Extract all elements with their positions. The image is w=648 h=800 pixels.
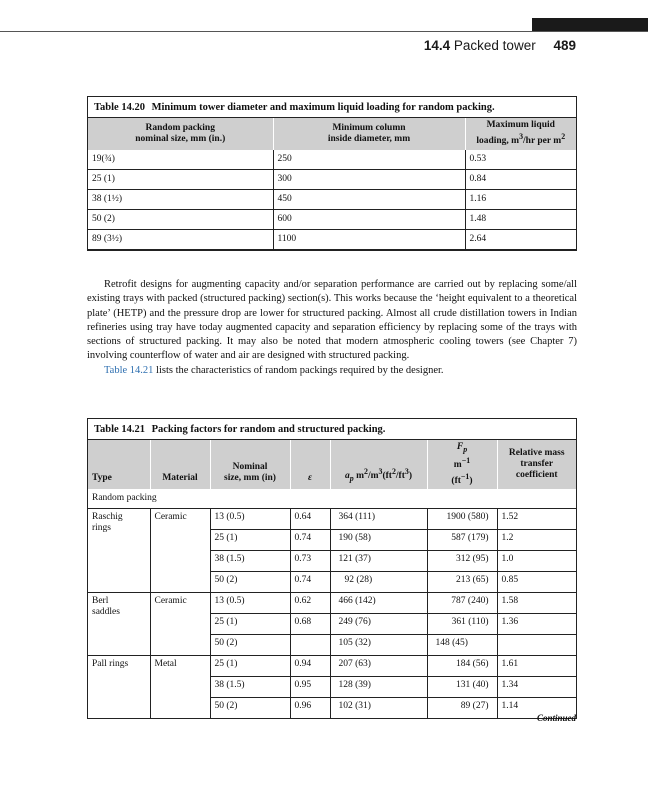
packing-factors-table — [88, 440, 576, 718]
packing-size-table — [88, 118, 576, 250]
table-row: 25 (1) 0.68 249 (76) 361 (110) 1.36 — [88, 613, 576, 634]
table-row: Berl saddles Ceramic 13 (0.5) 0.62 466 (142) 787 (240) 1.58 — [88, 592, 576, 613]
table-row: 38 (1½) 450 1.16 — [88, 190, 576, 210]
running-head — [424, 38, 576, 53]
table-row: 38 (1.5) 0.95 128 (39) 131 (40) 1.34 — [88, 676, 576, 697]
section-row — [88, 489, 576, 508]
table-cross-reference-link[interactable]: Table 14.21 — [104, 364, 154, 376]
table-row: 38 (1.5) 0.73 121 (37) 312 (95) 1.0 — [88, 550, 576, 571]
continued-note: Continued — [536, 713, 576, 723]
table-row: 50 (2) 105 (32) 148 (45) — [88, 634, 576, 655]
table-title: Minimum tower diameter and maximum liquid loading for random packing. — [151, 102, 495, 113]
table-label: Table 14.21 — [94, 424, 145, 435]
table-title: Packing factors for random and structured packing. — [151, 424, 386, 435]
table-row: Pall rings Metal 25 (1) 0.94 207 (63) 184 (56) 1.61 — [88, 655, 576, 676]
header-bar — [532, 18, 648, 32]
col-header-max-loading: Maximum liquid loading, $m^3/hr$ per $m^2$ — [465, 118, 576, 150]
header-rule — [0, 31, 648, 32]
col-header-type: Type — [88, 440, 150, 489]
table-row: 50 (2) 0.74 92 (28) 213 (65) 0.85 — [88, 571, 576, 592]
type-cell: Pall rings — [88, 655, 150, 718]
paragraph: Table 14.21 lists the characteristics of random packings required by the designer. — [104, 364, 444, 376]
table-row: 50 (2) 0.96 102 (31) 89 (27) 1.14 — [88, 697, 576, 718]
type-cell: Raschig rings — [88, 508, 150, 592]
section-title: Packed tower — [453, 38, 536, 53]
table-row: 19(¾) 250 0.53 — [88, 150, 576, 170]
col-header-relative-mass-transfer: Relative mass transfer coefficient — [497, 440, 576, 489]
col-header-material: Material — [150, 440, 210, 489]
col-header-nominal-size: Nominal size, mm (in) — [210, 440, 290, 489]
col-header-packing-factor: $F_p$ $m^{-1}$ $(ft^{-1})$ — [427, 440, 497, 489]
table-caption — [88, 419, 576, 440]
table-caption — [88, 97, 576, 118]
col-header-voidage: ε — [290, 440, 330, 489]
section-label: Random packing — [92, 493, 157, 504]
type-cell: Berl saddles — [88, 592, 150, 655]
table-row: 89 (3½) 1100 2.64 — [88, 230, 576, 250]
paragraph: Retrofit designs for augmenting capacity and/or separation performance are carried out by replacing some/all existing trays with packed (structured packing) section(s). This works because the ‘height equivalent to a theoretical plate’ (HETP) and the pressure drop are lower for structured packing. Almost all crude distillation towers in Indian refineries using tray have today augmented capacity and separation efficiency by replacing some of the trays with sections of structured packing. It may also be noted that modern atmospheric cooling towers (see Chapter 7) involving counterflow of water and air are designed with structured packing. — [87, 279, 577, 362]
table-row: 25 (1) 300 0.84 — [88, 170, 576, 190]
material-cell: Ceramic — [150, 508, 210, 592]
col-header-nominal-size: Random packing nominal size, mm (in.) — [88, 118, 273, 150]
table-14-21 — [87, 418, 577, 719]
material-cell: Ceramic — [150, 592, 210, 655]
table-14-20 — [87, 96, 577, 251]
material-cell: Metal — [150, 655, 210, 718]
section-number: 14.4 — [423, 38, 451, 53]
page-number: 489 — [553, 38, 576, 53]
table-row: Raschig rings Ceramic 13 (0.5) 0.64 364 (111) 1900 (580) 1.52 — [88, 508, 576, 529]
col-header-specific-area: $a_p$ $m^2/m^3(ft^2/ft^3)$ — [330, 440, 427, 489]
col-header-min-diameter: Minimum column inside diameter, mm — [273, 118, 465, 150]
table-row: 50 (2) 600 1.48 — [88, 210, 576, 230]
table-row: 25 (1) 0.74 190 (58) 587 (179) 1.2 — [88, 529, 576, 550]
table-label: Table 14.20 — [94, 102, 145, 113]
body-text — [87, 278, 577, 378]
